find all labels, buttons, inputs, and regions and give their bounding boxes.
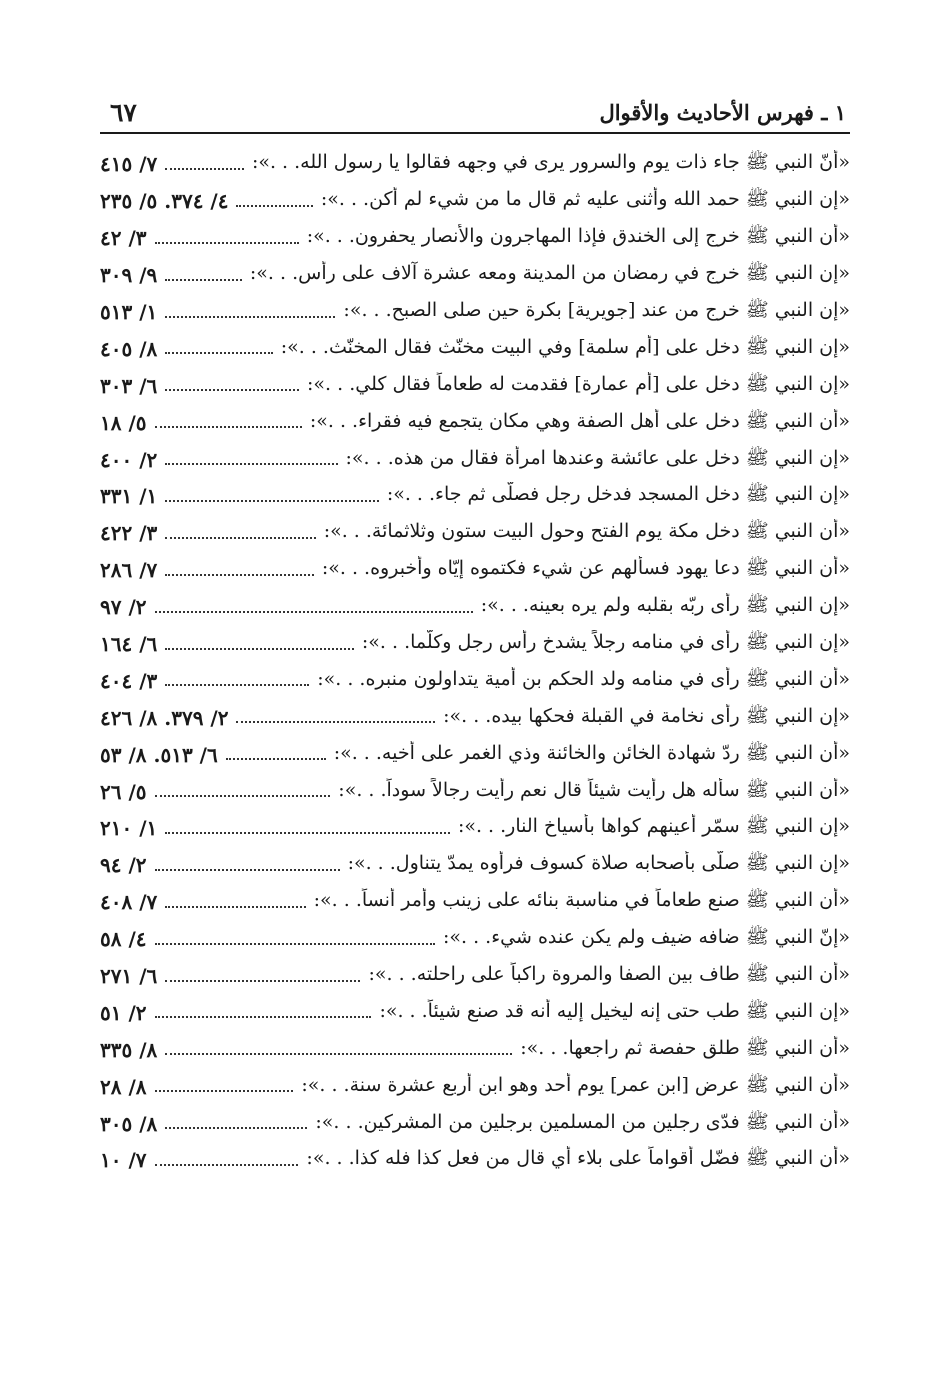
dot-leader xyxy=(165,1052,512,1055)
entry-text: «إنّ النبي ﷺ ضافه ضيف ولم يكن عنده شيء. . .»: xyxy=(443,926,850,949)
entry-reference: ٦/ ٥١٣. ٨/ ٥٣ xyxy=(100,742,218,767)
dot-leader xyxy=(155,1015,372,1018)
entry-reference: ٤/ ٣٧٤. ٥/ ٢٣٥ xyxy=(100,189,229,214)
index-entry xyxy=(100,994,850,1031)
entry-reference: ٧/ ٢٨٦ xyxy=(100,558,158,583)
dot-leader xyxy=(155,942,435,945)
entry-text: «أن النبي ﷺ صنع طعاماً في مناسبة بنائه على زينب وأمر أنساً. . .»: xyxy=(313,889,850,912)
entry-text: «أن النبي ﷺ طاف بين الصفا والمروة راكباً على راحلته. . .»: xyxy=(368,963,850,986)
entry-text: «أن النبي ﷺ فضّل أقواماً على بلاء أي قال من فعل كذا فله كذا. . .»: xyxy=(306,1147,850,1170)
index-entry xyxy=(100,552,850,589)
entry-reference: ٥/ ١٨ xyxy=(100,410,147,435)
index-entry xyxy=(100,220,850,257)
entry-reference: ١/ ٢١٠ xyxy=(100,816,158,841)
entry-text: «إن النبي ﷺ طب حتى إنه ليخيل إليه أنه قد صنع شيئاً. . .»: xyxy=(379,999,850,1022)
entry-text: «أن النبي ﷺ دخل مكة يوم الفتح وحول البيت ستون وثلاثمائة. . .»: xyxy=(323,520,850,543)
entry-text: «إن النبي ﷺ خرج في رمضان من المدينة ومعه عشرة آلاف على رأس. . .»: xyxy=(249,262,850,285)
index-entry xyxy=(100,294,850,331)
entry-text: «أن النبي ﷺ سأله هل رأيت شيئاً قال نعم رأيت رجالاً سوداً. . .»: xyxy=(338,778,850,801)
index-entry xyxy=(100,847,850,884)
entry-text: «أن النبي ﷺ خرج إلى الخندق فإذا المهاجرون والأنصار يحفرون. . .»: xyxy=(306,225,850,248)
entry-text: «إن النبي ﷺ رأى نخامة في القبلة فحكها بيده. . .»: xyxy=(443,704,850,727)
index-entry xyxy=(100,884,850,921)
dot-leader xyxy=(155,241,299,244)
dot-leader xyxy=(155,794,331,797)
entry-text: «إن النبي ﷺ حمد الله وأثنى عليه ثم قال ما من شيء لم أكن. . .»: xyxy=(320,188,850,211)
index-entry xyxy=(100,441,850,478)
entry-reference: ٢/ ٩٧ xyxy=(100,595,147,620)
dot-leader xyxy=(226,757,326,760)
entry-text: «إن النبي ﷺ رأى ربّه بقلبه ولم يره بعينه. . .»: xyxy=(480,594,850,617)
dot-leader xyxy=(165,647,354,650)
dot-leader xyxy=(165,315,335,318)
hadith-index-list xyxy=(100,146,850,1246)
dot-leader xyxy=(165,683,309,686)
entry-text: «أن النبي ﷺ رأى في منامه ولد الحكم بن أمية يتداولون منبره. . .»: xyxy=(317,667,850,690)
entry-text: «أن النبي ﷺ عرض [ابن عمر] يوم أحد وهو ابن أربع عشرة سنة. . .»: xyxy=(301,1073,850,1096)
dot-leader xyxy=(155,610,473,613)
index-entry xyxy=(100,736,850,773)
dot-leader xyxy=(165,462,337,465)
entry-text: «أن النبي ﷺ ردّ شهادة الخائن والخائنة وذي الغمر على أخيه. . .»: xyxy=(333,741,850,764)
entry-reference: ٢/ ٥١ xyxy=(100,1000,147,1025)
entry-reference: ٧/ ٤٠٨ xyxy=(100,890,158,915)
index-entry xyxy=(100,626,850,663)
dot-leader xyxy=(155,425,302,428)
index-entry xyxy=(100,330,850,367)
dot-leader xyxy=(165,1126,307,1129)
dot-leader xyxy=(165,167,244,170)
index-entry xyxy=(100,699,850,736)
entry-reference: ٢/ ٣٧٩. ٨/ ٤٢٦ xyxy=(100,705,229,730)
dot-leader xyxy=(165,831,450,834)
dot-leader xyxy=(236,204,312,207)
entry-text: «أنّ النبي ﷺ جاء ذات يوم والسرور يرى في وجهه فقالوا يا رسول الله. . .»: xyxy=(251,151,850,174)
entry-reference: ٧/ ١٠ xyxy=(100,1148,147,1173)
entry-reference: ٧/ ٤١٥ xyxy=(100,152,158,177)
entry-reference: ٨/ ٣٣٥ xyxy=(100,1037,158,1062)
dot-leader xyxy=(165,536,315,539)
entry-text: «إن النبي ﷺ دخل على عائشة وعندها امرأة فقال من هذه. . .»: xyxy=(345,446,850,469)
entry-text: «إن النبي ﷺ خرج من عند [جويرية] بكرة حين صلى الصبح. . .»: xyxy=(343,299,850,321)
index-entry xyxy=(100,1105,850,1142)
entry-reference: ٣/ ٤٢ xyxy=(100,226,147,251)
index-entry xyxy=(100,257,850,294)
entry-reference: ٩/ ٣٠٩ xyxy=(100,263,158,288)
dot-leader xyxy=(165,278,242,281)
entry-reference: ٨/ ٢٨ xyxy=(100,1074,147,1099)
index-entry xyxy=(100,367,850,404)
entry-reference: ٦/ ٢٧١ xyxy=(100,964,158,989)
index-entry xyxy=(100,183,850,220)
entry-reference: ٦/ ١٦٤ xyxy=(100,632,158,657)
dot-leader xyxy=(236,720,435,723)
index-entry xyxy=(100,921,850,958)
page-number: ٦٧ xyxy=(110,98,137,127)
dot-leader xyxy=(165,351,272,354)
index-entry xyxy=(100,404,850,441)
entry-reference: ٢/ ٤٠٠ xyxy=(100,447,158,472)
index-entry xyxy=(100,1068,850,1105)
entry-text: «أن النبي ﷺ دخل على أهل الصفة وهي مكان يتجمع فيه فقراء. . .»: xyxy=(309,409,850,432)
index-entry xyxy=(100,146,850,183)
index-entry xyxy=(100,662,850,699)
index-entry xyxy=(100,478,850,515)
entry-reference: ١/ ٣٣١ xyxy=(100,484,158,509)
index-entry xyxy=(100,589,850,626)
dot-leader xyxy=(155,868,340,871)
entry-reference: ١/ ٥١٣ xyxy=(100,300,158,324)
dot-leader xyxy=(165,905,305,908)
entry-text: «إن النبي ﷺ رأى في منامه رجلاً يشدخ رأس رجل وكلّما. . .»: xyxy=(361,631,850,654)
entry-text: «أن النبي ﷺ طلق حفصة ثم راجعها. . .»: xyxy=(520,1036,850,1059)
entry-reference: ٣/ ٤٠٤ xyxy=(100,668,158,693)
entry-text: «إن النبي ﷺ دخل على [أم عمارة] فقدمت له طعاماً فقال كلي. . .»: xyxy=(307,372,850,395)
dot-leader xyxy=(165,573,314,576)
entry-text: «أن النبي ﷺ دعا يهود فسألهم عن شيء فكتموه إيّاه وأخبروه. . .»: xyxy=(321,557,850,580)
entry-text: «إن النبي ﷺ دخل على [أم سلمة] وفي البيت مخنّث فقال المخنّث. . .»: xyxy=(280,335,850,358)
entry-reference: ٦/ ٣٠٣ xyxy=(100,373,158,398)
dot-leader xyxy=(155,1089,294,1092)
entry-text: «إن النبي ﷺ صلّى بأصحابه صلاة كسوف فرأوه يمدّ يتناول. . .»: xyxy=(347,852,850,875)
entry-text: «أن النبي ﷺ فدّى رجلين من المسلمين برجلين من المشركين. . .»: xyxy=(315,1110,850,1133)
entry-reference: ٣/ ٤٢٢ xyxy=(100,521,158,546)
entry-text: «إن النبي ﷺ سمّر أعينهم كواها بأسياخ النار. . .»: xyxy=(457,815,850,838)
index-entry xyxy=(100,515,850,552)
page-header xyxy=(100,96,850,134)
dot-leader xyxy=(165,979,360,982)
entry-reference: ٤/ ٥٨ xyxy=(100,927,147,952)
dot-leader xyxy=(165,499,379,502)
dot-leader xyxy=(165,388,299,391)
entry-reference: ٨/ ٤٠٥ xyxy=(100,336,158,361)
entry-reference: ٥/ ٢٦ xyxy=(100,779,147,804)
dot-leader xyxy=(155,1163,299,1166)
index-entry xyxy=(100,773,850,810)
entry-reference: ٢/ ٩٤ xyxy=(100,853,147,878)
index-entry xyxy=(100,810,850,847)
index-entry xyxy=(100,958,850,995)
entry-reference: ٨/ ٣٠٥ xyxy=(100,1111,158,1136)
entry-text: «إن النبي ﷺ دخل المسجد فدخل رجل فصلّى ثم جاء. . .»: xyxy=(386,483,850,506)
index-entry xyxy=(100,1142,850,1179)
running-title: ١ ـ فهرس الأحاديث والأقوال xyxy=(599,100,846,125)
index-entry xyxy=(100,1031,850,1068)
